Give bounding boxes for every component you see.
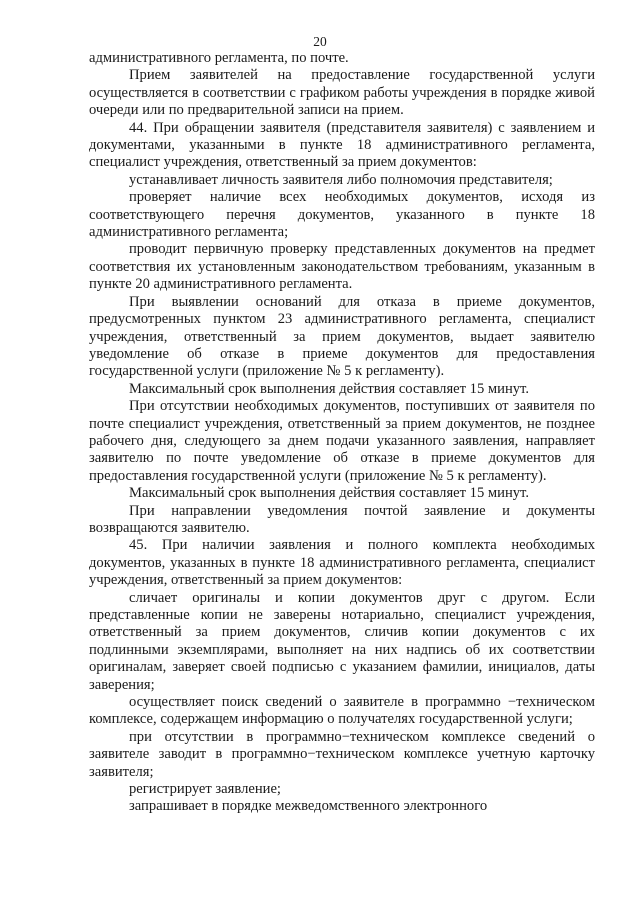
paragraph-return-documents: При направлении уведомления почтой заявление и документы возвращаются заявителю. — [89, 502, 595, 536]
paragraph-refusal-grounds: При выявлении оснований для отказа в приеме документов, предусмотренных пунктом 23 административного регламента, специалист учреждения, ответственный за прием документов, выдает заявителю уведомление об отказе в приеме документов для предоставления государственной услуги (приложение № 5 к регламенту). — [89, 293, 595, 380]
paragraph-compare-copies: сличает оригиналы и копии документов друг с другом. Если представленные копии не заверены нотариально, специалист учреждения, ответственный за прием документов, сличив копии документов с их подлинными экземплярами, выполняет на них надпись об их соответствии оригиналам, заверяет своей подписью с указанием фамилии, инициалов, даты заверения; — [89, 589, 595, 693]
document-body — [89, 50, 595, 816]
paragraph-search-applicant: осуществляет поиск сведений о заявителе в программно −техническом комплексе, содержащем информацию о получателях государственной услуги; — [89, 694, 595, 728]
paragraph-create-card: при отсутствии в программно−техническом комплексе сведений о заявителе заводит в программно−техническом комплексе учетную карточку заявителя; — [89, 728, 595, 780]
paragraph-clause-44: 44. При обращении заявителя (представителя заявителя) с заявлением и документами, указанными в пункте 18 административного регламента, специалист учреждения, ответственный за прием документов: — [89, 119, 595, 171]
paragraph-clause-45: 45. При наличии заявления и полного комплекта необходимых документов, указанных в пункте 18 административного регламента, специалист учреждения, ответственный за прием документов: — [89, 537, 595, 589]
paragraph-missing-documents: При отсутствии необходимых документов, поступивших от заявителя по почте специалист учреждения, ответственный за прием документов, не позднее рабочего дня, следующего за днем подачи указанного заявления, направляет заявителю по почте уведомление об отказе в приеме документов для предоставления государственной услуги (приложение № 5 к регламенту). — [89, 398, 595, 484]
paragraph-documents-check: проверяет наличие всех необходимых документов, исходя из соответствующего перечня документов, указанного в пункте 18 административного регламента; — [89, 189, 595, 241]
paragraph-request-interdepartmental: запрашивает в порядке межведомственного электронного — [129, 798, 488, 815]
paragraph-reception-schedule: Прием заявителей на предоставление государственной услуги осуществляется в соответствии с графиком работы учреждения в порядке живой очереди или по предварительной записи на прием. — [89, 67, 595, 119]
paragraph-primary-check: проводит первичную проверку представленных документов на предмет соответствия их установленным законодательством требованиям, указанным в пункте 20 административного регламента. — [89, 241, 595, 293]
paragraph-register-application: регистрирует заявление; — [129, 781, 281, 798]
paragraph-identity-check: устанавливает личность заявителя либо полномочия представителя; — [129, 171, 553, 188]
paragraph-max-time-1: Максимальный срок выполнения действия составляет 15 минут. — [129, 380, 529, 397]
paragraph-continuation: административного регламента, по почте. — [89, 50, 349, 66]
paragraph-max-time-2: Максимальный срок выполнения действия составляет 15 минут. — [129, 485, 529, 502]
page-number: 20 — [313, 34, 327, 49]
